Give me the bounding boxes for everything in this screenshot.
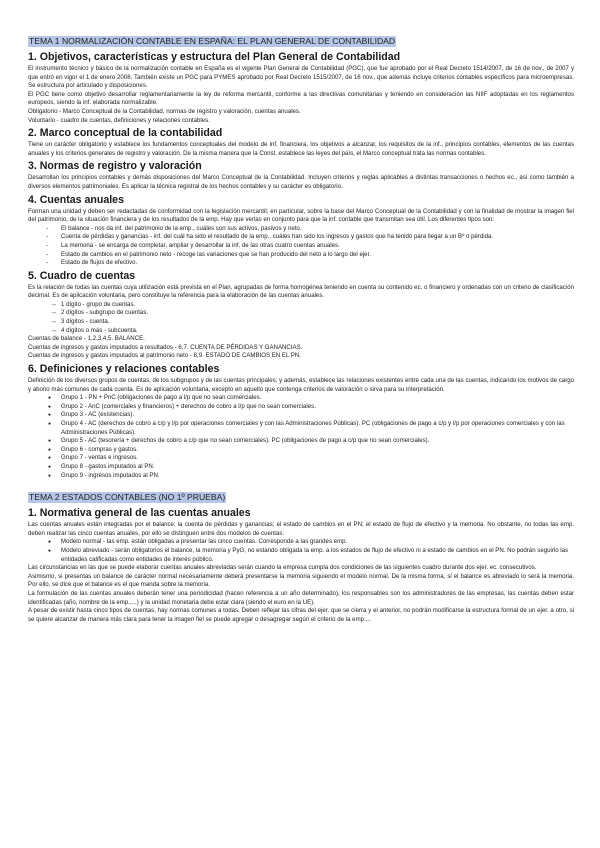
list-item: ● Grupo 1 - PN + PnC (obligaciones de pago a l/p que no sean comerciales. xyxy=(28,394,574,403)
list-item: - Estado de cambios en el patrimonio neto - recoge las variaciones que se han producido del neto a lo largo del ejer. xyxy=(28,251,574,260)
paragraph: Cuentas de balance - 1,2,3,4,5. BALANCE. xyxy=(28,335,145,343)
paragraph: El instrumento técnico y básico de la normalización contable en España es el vigente Plan General de Contabilidad (PGC), que fue aprobado por el Real Decreto 1514/2007, de 16 de nov., de 2007 y que entró en vigor el 1 de enero 2008. También existe un PGC para PYMES aprobado por Real Decreto 1515/2007, de 16 nov., que además incluye criterios contables específicos para microempresas. Se estructura por articulado y disposiciones. xyxy=(28,65,574,90)
tema2-title: TEMA 2 ESTADOS CONTABLES (NO 1º PRUEBA) xyxy=(29,492,226,503)
modelos-list xyxy=(28,538,574,564)
list-item: ● Grupo 2 - AnC (comerciales y financieros) + derechos de cobro a l/p que no sean comerciales. xyxy=(28,403,574,412)
paragraph: Definición de los diversos grupos de cuentas, de los subgrupos y de las cuentas principales; y además, establece las relaciones existentes entre cada una de las cuentas, indicando los motivos de cargo y abono más comunes de cada cuenta. Es de aplicación voluntaria, excepto en aquello que contenga criterios de valoración o sirva para su interpretación. xyxy=(28,377,574,393)
paragraph: Tiene un carácter obligatorio y establece los fundamentos conceptuales del modelo de inf. financiera, los objetivos a alcanzar, los requisitos de la inf., principios contables, elementos de las cuentas anuales y los criterios generales de registro y valoración. De la misma manera que la Const. establece las leyes del país, el Marco conceptual trata las normas contables. xyxy=(28,141,574,157)
list-item: → 4 dígitos o más - subcuenta. xyxy=(28,327,574,336)
list-item: ● Grupo 9 - ingresos imputados al PN. xyxy=(28,472,574,481)
list-item: - Cuenta de pérdidas y ganancias - inf. del cuál ha sido el resultado de la emp., cuáles han sido los ingresos y gastos que ha tenido para llegar a un Bº o pérdida. xyxy=(28,233,574,242)
paragraph: Obligatorio - Marco Conceptual de la Contabilidad, normas de registro y valoración, cuentas anuales. xyxy=(28,107,301,115)
list-item: - La memoria - se encarga de completar, ampliar y desarrollar la inf. de las otras cuatro cuentas anuales. xyxy=(28,242,574,251)
section-heading-marco-conceptual: 2. Marco conceptual de la contabilidad xyxy=(28,127,223,140)
grupos-list xyxy=(28,394,574,480)
paragraph: Asimismo, si presentas un balance de carácter normal necesariamente deberá presentarse la memoria siguiendo el modelo normal. De la misma forma, si el balance es abreviado lo será la memoria. Por ello, se dice que el balance es el que manda sobre la memoria. xyxy=(28,572,574,589)
list-item: → 2 dígitos - subgrupo de cuentas. xyxy=(28,309,574,318)
list-item: ● Modelo normal - las emp. están obligadas a presentar las cinco cuentas. Corresponde a las grandes emp. xyxy=(28,538,574,547)
paragraph: Es la relación de todas las cuentas cuya utilización está prevista en el Plan, agrupadas de forma homogénea teniendo en cuenta su contenido ec. o financiero y ordenadas con un criterio de clasificación decimal. Es de aplicación voluntaria, pero constituye la referencia para la elaboración de las cuentas anuales. xyxy=(28,283,574,300)
list-item: ● Grupo 4 - AC (derechos de cobro a c/p y l/p por operaciones comerciales y con las Administraciones Públicas). PC (obligaciones de pago a c/p y l/p por operaciones comerciales y con las Administraciones Públicas). xyxy=(28,420,574,437)
list-item: ● Grupo 5 - AC (tesorería + derechos de cobro a c/p que no sean comerciales). PC (obligaciones de pago a c/p que no sean comerciales). xyxy=(28,437,574,446)
cuentas-anuales-list xyxy=(28,225,574,268)
section-heading-definiciones: 6. Definiciones y relaciones contables xyxy=(28,363,220,376)
tema1-title: TEMA 1 NORMALIZACIÓN CONTABLE EN ESPAÑA: EL PLAN GENERAL DE CONTABILIDAD xyxy=(29,36,396,46)
list-item: → 1 dígito - grupo de cuentas. xyxy=(28,301,574,310)
section-heading-cuadro-cuentas: 5. Cuadro de cuentas xyxy=(28,269,136,282)
paragraph: Las circunstancias en las que se puede elaborar cuentas anuales abreviadas serán cuando la empresa cumpla dos condiciones de las siguientes cuadro durante dos ejer. ec. consecutivos. xyxy=(28,564,537,572)
list-item: ● Grupo 8 - gastos imputados al PN. xyxy=(28,463,574,472)
list-item: → 3 dígitos - cuenta. xyxy=(28,318,574,327)
list-item: - Estado de flujos de efectivo. xyxy=(28,259,574,268)
list-item: ● Grupo 3 - AC (existencias). xyxy=(28,411,574,420)
paragraph: El PGC tiene como objetivo desarrollar reglamentariamente la ley de reforma mercantil, conforme a las directivas comunitarias y teniendo en consideración las NIIF adoptadas en los reglamentos europeos, siendo la inf. elaborada normalizable. xyxy=(28,90,574,107)
digitos-list xyxy=(28,301,574,335)
paragraph: Cuentas de ingresos y gastos imputados al patrimonio neto - 8,9. ESTADO DE CAMBIOS EN EL PN. xyxy=(28,352,301,360)
section-heading-normas-registro: 3. Normas de registro y valoración xyxy=(28,160,202,173)
section-heading-normativa-general: 1. Normativa general de las cuentas anuales xyxy=(28,507,251,520)
section-heading-cuentas-anuales: 4. Cuentas anuales xyxy=(28,193,124,206)
list-item: - El balance - nos da inf. del patrimonio de la emp., cuáles son sus activos, pasivos y neto. xyxy=(28,225,574,234)
paragraph: Desarrollan los principios contables y demás disposiciones del Marco Conceptual de la Contabilidad. Incluyen criterios y reglas aplicables a distintas transacciones o hechos ec., así como también a diversos elementos patrimoniales. Es aplicar la técnica registral de los hechos contables y su carácter es obligatorio. xyxy=(28,174,574,190)
paragraph: Cuentas de ingresos y gastos imputados a resultados - 6,7. CUENTA DE PÉRDIDAS Y GANANCIAS. xyxy=(28,343,303,351)
paragraph: A pesar de existir hasta cinco tipos de cuentas, hay normas comunes a todas. Deben reflejar las cifras del ejer. que se cierra y el anterior, no podrán modificarse la estructura formal de un ejer. a otro, si se quiere alcanzar de manera más clara para tener la imagen fiel se puede agregar o desagregar según el criterio de la emp.... xyxy=(28,607,574,623)
paragraph: La formulación de las cuentas anuales deberán tener una periodicidad (hacen referencia a un año determinado), los responsables son los administradores de las empresas, las cuentas deben estar identificadas (año, nombre de la emp.,...) y la unidad monetaria debe estar clara (siendo el euro en la UE). xyxy=(28,589,574,606)
paragraph: Las cuentas anuales están integradas por el balance; la cuenta de pérdidas y ganancias; el estado de cambios en el PN; el estado de flujo de efectivo y la memoria. No obstante, no todas las emp. deben realizar las cinco cuentas anuales, por ello se distinguen entre dos modelos de cuentas: xyxy=(28,521,574,537)
section-heading-objetivos: 1. Objetivos, características y estructura del Plan General de Contabilidad xyxy=(28,51,401,63)
paragraph: Forman una unidad y deben ser redactadas de conformidad con la legislación mercantil; en particular, sobre la base del Marco Conceptual de la Contabilidad y con la finalidad de mostrar la imagen fiel del patrimonio, de la situación financiera y de los resultados de la emp. Hay que verlas en conjunto para que la inf. contable que transmitan sea útil. Los diferentes tipos son: xyxy=(28,207,574,224)
list-item: ● Modelo abreviado - serán obligatorios el balance, la memoria y PyG, no estando obligada la emp. a los estados de flujo de efectivo ni a estado de cambios en el PN. No podrán seguirlo las entidades calificadas como entidades de interés público. xyxy=(28,547,574,564)
list-item: ● Grupo 6 - compras y gastos. xyxy=(28,446,574,455)
list-item: ● Grupo 7 - ventas e ingresos. xyxy=(28,454,574,463)
spacer xyxy=(28,480,574,492)
paragraph: Voluntario - cuadro de cuentas, definiciones y relaciones contables. xyxy=(28,116,210,124)
